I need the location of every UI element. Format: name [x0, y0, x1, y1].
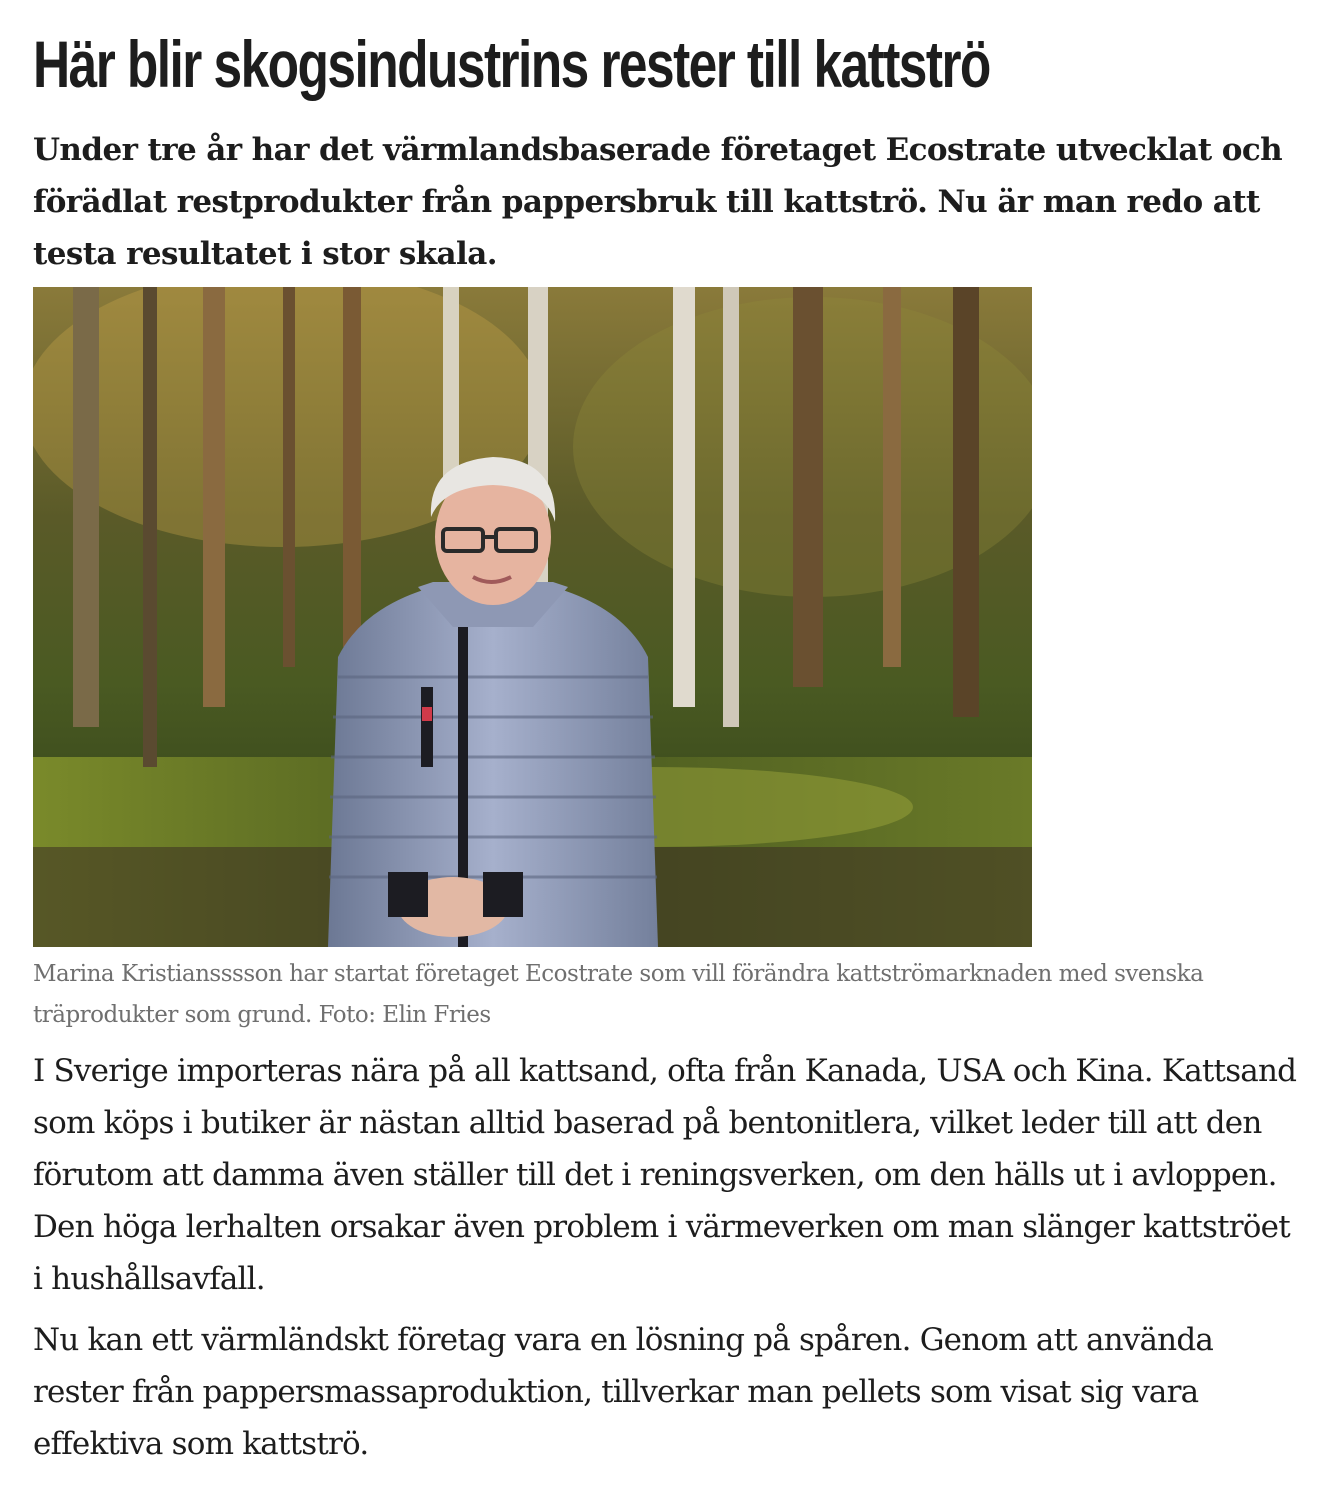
article-photo	[33, 287, 1032, 947]
photo-caption: Marina Kristiansssson har startat företaget Ecostrate som vill förändra kattströmarknaden med svenska träprodukter som grund. Foto: Elin Fries	[33, 961, 1204, 1028]
body-paragraph: I Sverige importeras nära på all kattsand, ofta från Kanada, USA och Kina. Kattsand som köps i butiker är nästan alltid baserad på bentonitlera, vilket leder till att den förutom att damma även ställer till det i reningsverken, om den hälls ut i avloppen. Den höga lerhalten orsakar även problem i värmeverken om man slänger kattströet i hushållsavfall.	[33, 1053, 1297, 1297]
article-headline: Här blir skogsindustrins rester till kattströ	[33, 27, 990, 101]
article	[33, 0, 1303, 1462]
forest-portrait-illustration	[33, 287, 1032, 947]
article-lead: Under tre år har det värmlandsbaserade företaget Ecostrate utvecklat och förädlat restprodukter från pappersbruk till kattströ. Nu är man redo att testa resultatet i stor skala.	[33, 132, 1283, 272]
body-paragraph: Nu kan ett värmländskt företag vara en lösning på spåren. Genom att använda rester från pappersmassaproduktion, tillverkar man pellets som visat sig vara effektiva som kattströ.	[33, 1322, 1214, 1462]
